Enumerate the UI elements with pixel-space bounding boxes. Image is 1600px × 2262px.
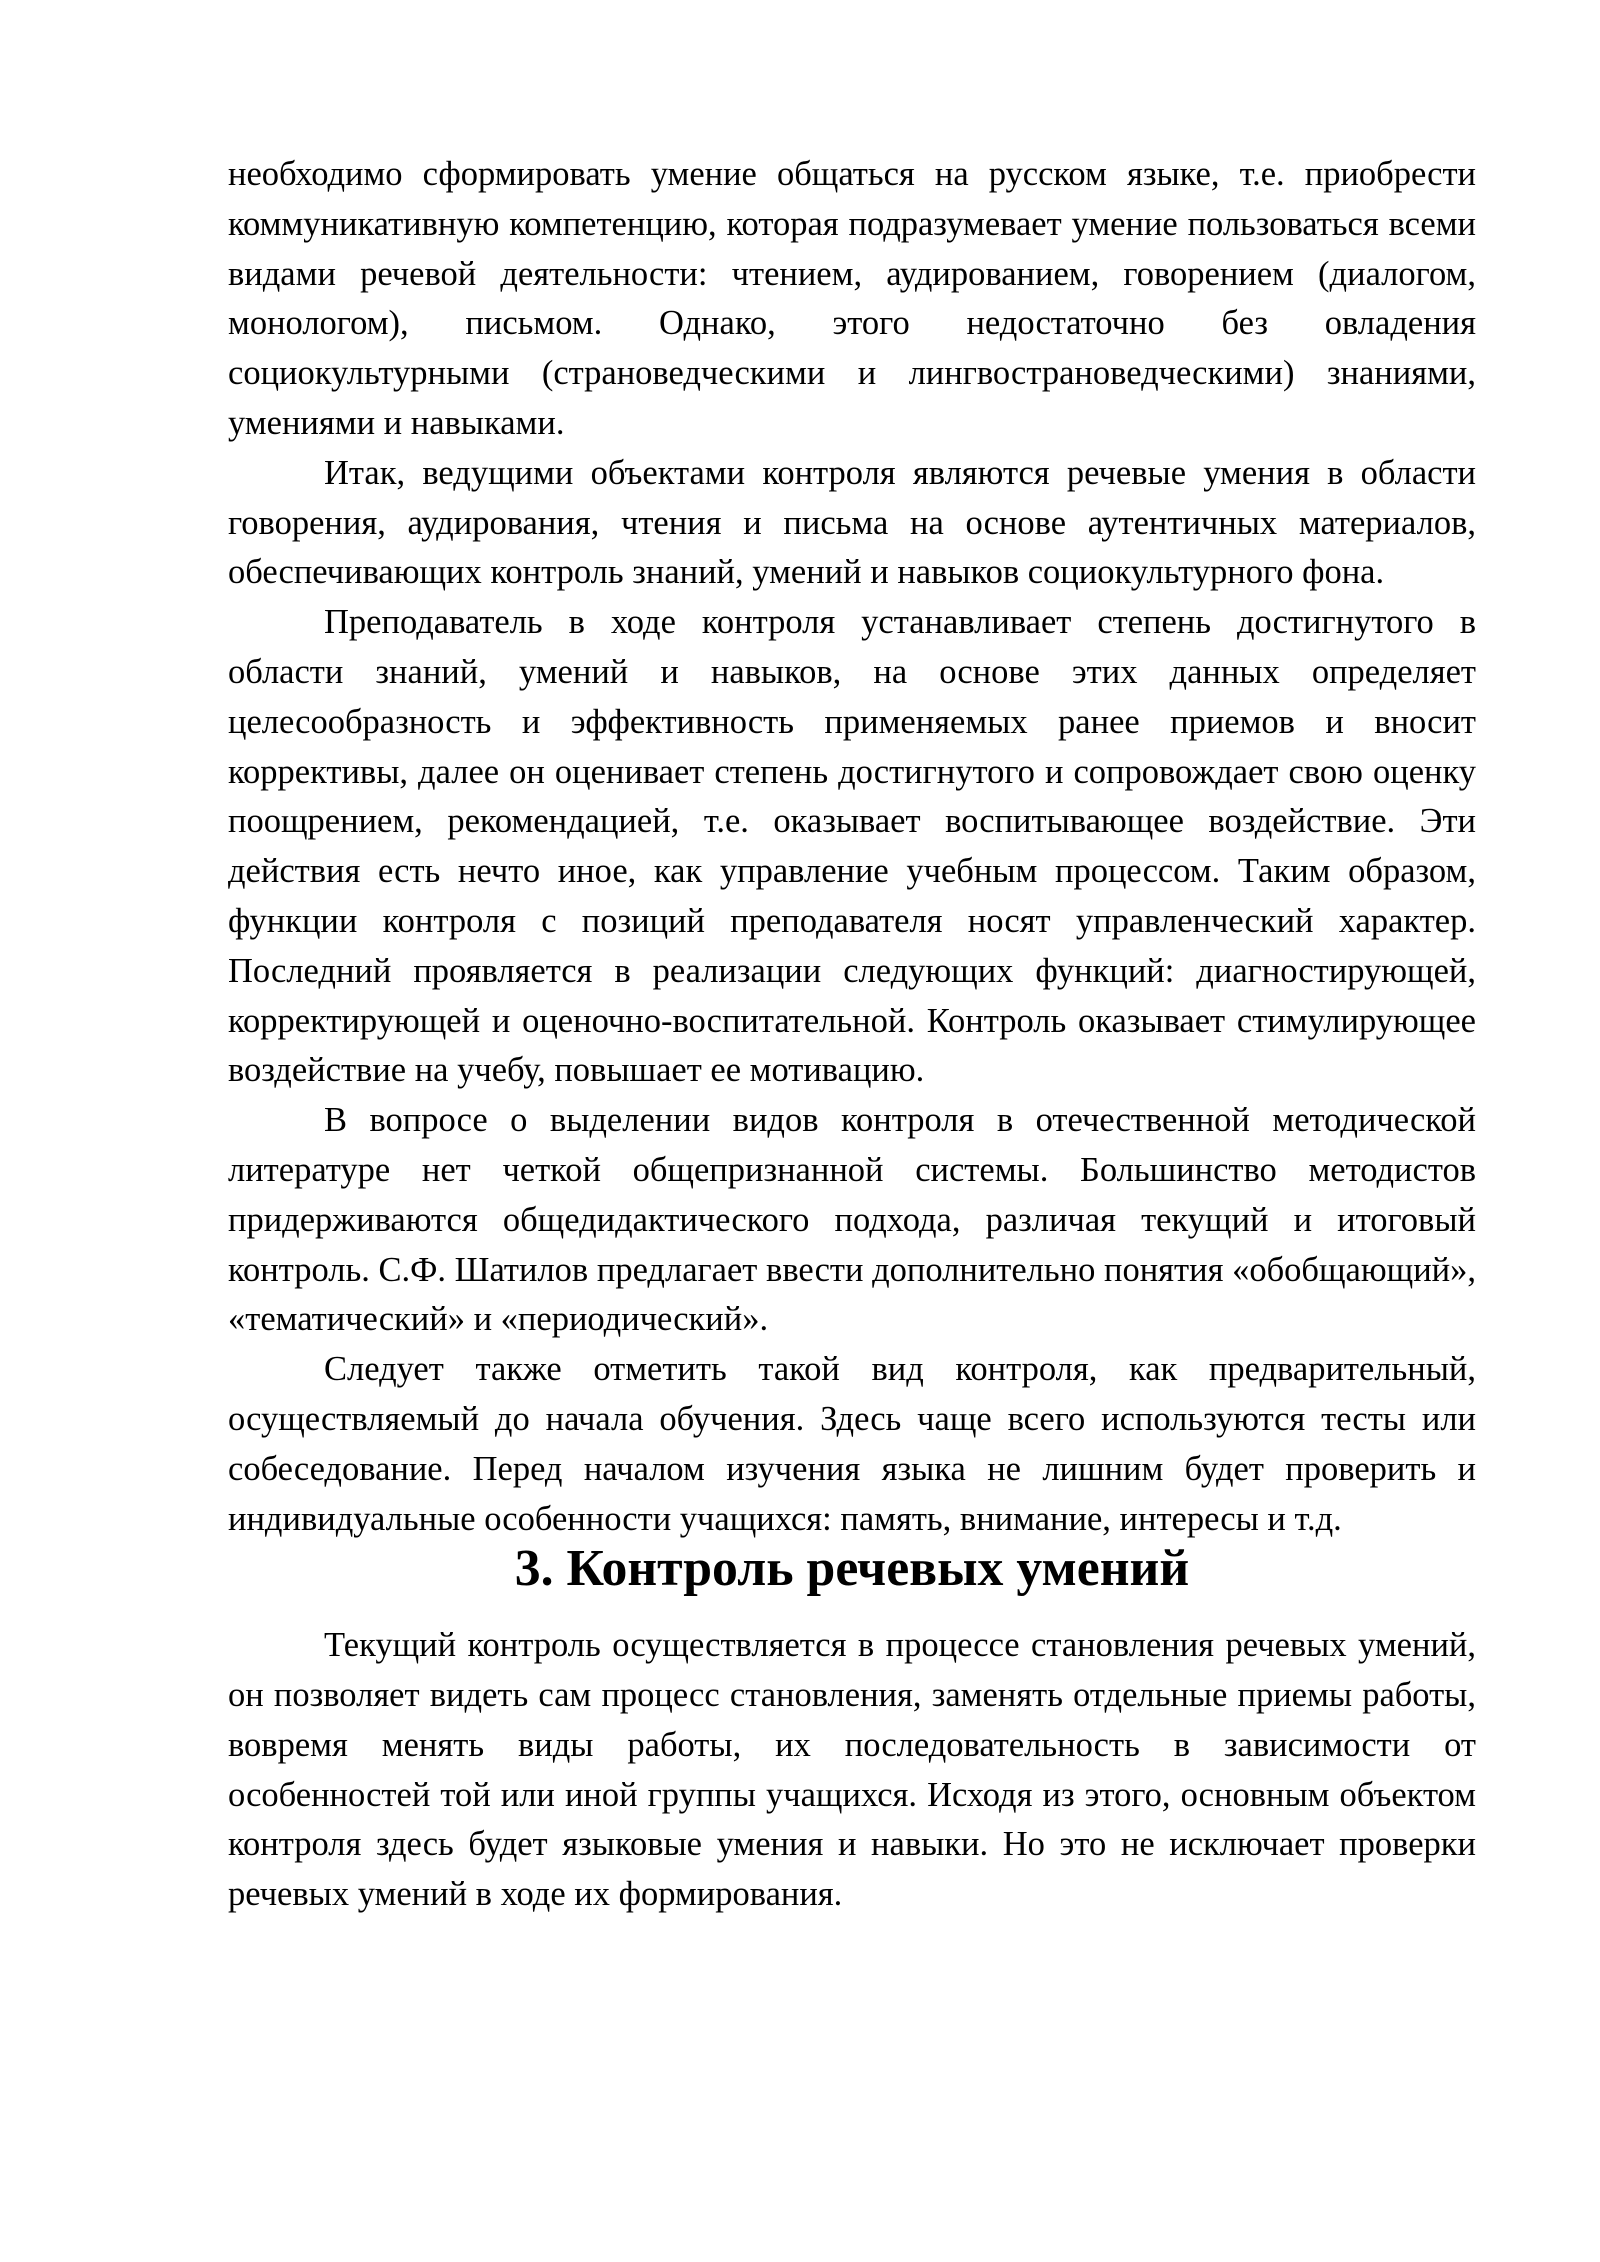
section-heading: 3. Контроль речевых умений (514, 1540, 1190, 1598)
paragraph-2: Итак, ведущими объектами контроля являются речевые умения в области говорения, аудирования, чтения и письма на основе аутентичных материалов, обеспечивающих контроль знаний, умений и навыков социокультурного фона. (228, 453, 1476, 592)
paragraph-5: Следует также отметить такой вид контроля, как предварительный, осуществляемый до начала обучения. Здесь чаще всего используются тесты или собеседование. Перед началом изучения языка не лишним будет проверить и индивидуальные особенности учащихся: память, внимание, интересы и т.д. (228, 1350, 1476, 1538)
section-paragraph-1: Текущий контроль осуществляется в процессе становления речевых умений, он позволяет видеть сам процесс становления, заменять отдельные приемы работы, вовремя менять виды работы, их последовательность в зависимости от особенностей той или иной группы учащихся. Исходя из этого, основным объектом контроля здесь будет языковые умения и навыки. Но это не исключает проверки речевых умений в ходе их формирования. (228, 1626, 1476, 1914)
heading-spacer (228, 1594, 1476, 1621)
paragraph-1: необходимо сформировать умение общаться на русском языке, т.е. приобрести коммуникативную компетенцию, которая подразумевает умение пользоваться всеми видами речевой деятельности: чтением, аудированием, говорением (диалогом, монологом), письмом. Однако, этого недостаточно без овладения социокультурными (страноведческими и лингвострановедческими) знаниями, умениями и навыками. (228, 155, 1476, 442)
paragraph-4: В вопросе о выделении видов контроля в отечественной методической литературе нет четкой общепризнанной системы. Большинство методистов придерживаются общедидактического подхода, различая текущий и итоговый контроль. С.Ф. Шатилов предлагает ввести дополнительно понятия «обобщающий», «тематический» и «периодический». (228, 1101, 1476, 1339)
document-body (228, 150, 1476, 1920)
paragraph-3: Преподаватель в ходе контроля устанавливает степень достигнутого в области знаний, умений и навыков, на основе этих данных определяет целесообразность и эффективность применяемых ранее приемов и вносит коррективы, далее он оценивает степень достигнутого и сопровождает свою оценку поощрением, рекомендацией, т.е. оказывает воспитывающее воздействие. Эти действия есть нечто иное, как управление учебным процессом. Таким образом, функции контроля с позиций преподавателя носят управленческий характер. Последний проявляется в реализации следующих функций: диагностирующей, корректирующей и оценочно-воспитательной. Контроль оказывает стимулирующее воздействие на учебу, повышает ее мотивацию. (228, 603, 1476, 1090)
